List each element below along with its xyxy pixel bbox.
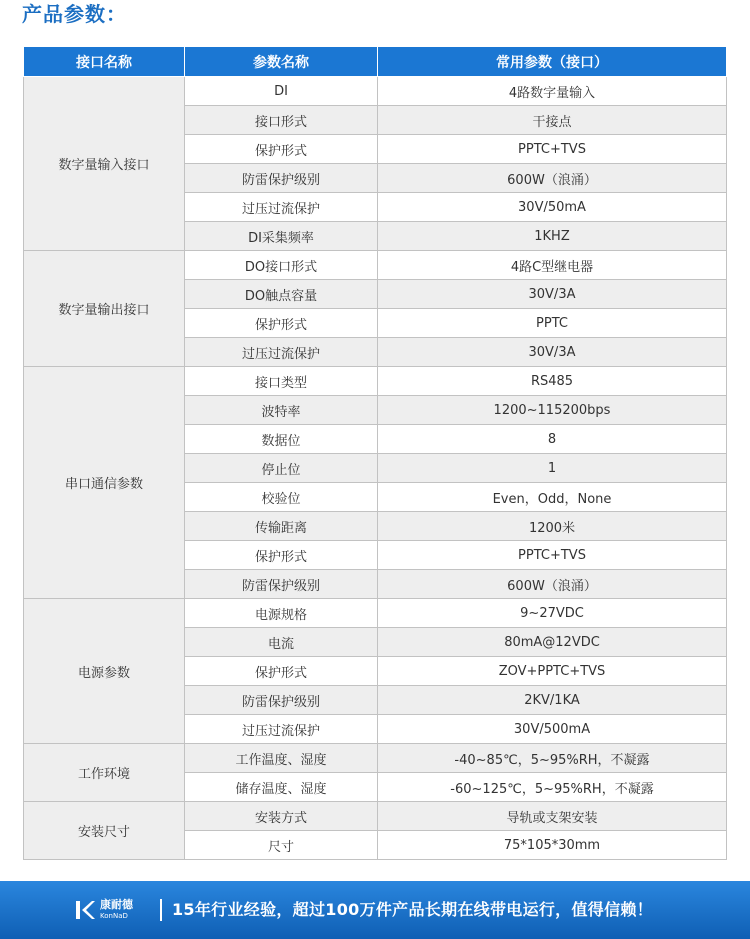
brand-logo-icon	[74, 899, 96, 921]
param-name-cell: DI采集频率	[185, 222, 378, 251]
param-value-cell: 1	[378, 454, 727, 483]
group-name-cell: 安装尺寸	[24, 802, 185, 860]
param-value-cell: 30V/50mA	[378, 193, 727, 222]
param-value-cell: 30V/3A	[378, 338, 727, 367]
footer-divider	[160, 899, 162, 921]
header-common-param: 常用参数（接口）	[378, 47, 727, 77]
param-name-cell: 防雷保护级别	[185, 570, 378, 599]
param-value-cell: 导轨或支架安装	[378, 802, 727, 831]
brand-logo	[74, 898, 154, 924]
param-name-cell: 波特率	[185, 396, 378, 425]
table-row	[24, 77, 727, 106]
table-header-row	[24, 47, 727, 77]
table-row	[24, 802, 727, 831]
param-value-cell: PPTC	[378, 309, 727, 338]
param-name-cell: 电流	[185, 628, 378, 657]
param-value-cell: RS485	[378, 367, 727, 396]
group-name-cell: 工作环境	[24, 744, 185, 802]
param-value-cell: 9~27VDC	[378, 599, 727, 628]
group-name-cell: 数字量输入接口	[24, 77, 185, 251]
param-name-cell: 过压过流保护	[185, 193, 378, 222]
param-name-cell: 接口类型	[185, 367, 378, 396]
brand-name-en: KonNaD	[100, 912, 128, 920]
param-value-cell: ZOV+PPTC+TVS	[378, 657, 727, 686]
group-name-cell: 数字量输出接口	[24, 251, 185, 367]
param-value-cell: Even，Odd，None	[378, 483, 727, 512]
param-value-cell: 30V/500mA	[378, 715, 727, 744]
param-name-cell: 过压过流保护	[185, 715, 378, 744]
param-name-cell: 尺寸	[185, 831, 378, 860]
footer-banner	[0, 881, 750, 939]
param-name-cell: DI	[185, 77, 378, 106]
param-value-cell: 4路C型继电器	[378, 251, 727, 280]
param-name-cell: 过压过流保护	[185, 338, 378, 367]
param-name-cell: 校验位	[185, 483, 378, 512]
param-value-cell: 600W（浪涌）	[378, 164, 727, 193]
param-value-cell: 干接点	[378, 106, 727, 135]
param-value-cell: 75*105*30mm	[378, 831, 727, 860]
param-name-cell: 储存温度、湿度	[185, 773, 378, 802]
param-name-cell: 保护形式	[185, 309, 378, 338]
param-value-cell: 4路数字量输入	[378, 77, 727, 106]
param-value-cell: 1KHZ	[378, 222, 727, 251]
param-name-cell: DO接口形式	[185, 251, 378, 280]
footer-slogan: 15年行业经验，超过100万件产品长期在线带电运行，值得信赖！	[172, 900, 653, 919]
param-value-cell: 1200米	[378, 512, 727, 541]
param-value-cell: 1200~115200bps	[378, 396, 727, 425]
param-value-cell: PPTC+TVS	[378, 541, 727, 570]
param-name-cell: 数据位	[185, 425, 378, 454]
table-body	[24, 77, 727, 860]
param-name-cell: 接口形式	[185, 106, 378, 135]
param-value-cell: -60~125℃，5~95%RH，不凝露	[378, 773, 727, 802]
table-row	[24, 599, 727, 628]
param-name-cell: 保护形式	[185, 135, 378, 164]
param-name-cell: DO触点容量	[185, 280, 378, 309]
spec-table	[23, 46, 727, 860]
param-name-cell: 电源规格	[185, 599, 378, 628]
group-name-cell: 串口通信参数	[24, 367, 185, 599]
param-name-cell: 保护形式	[185, 657, 378, 686]
page-title: 产品参数：	[22, 2, 127, 26]
param-name-cell: 保护形式	[185, 541, 378, 570]
param-name-cell: 安装方式	[185, 802, 378, 831]
param-name-cell: 停止位	[185, 454, 378, 483]
param-name-cell: 工作温度、湿度	[185, 744, 378, 773]
param-value-cell: 8	[378, 425, 727, 454]
param-value-cell: 2KV/1KA	[378, 686, 727, 715]
param-value-cell: 30V/3A	[378, 280, 727, 309]
param-value-cell: 600W（浪涌）	[378, 570, 727, 599]
param-value-cell: PPTC+TVS	[378, 135, 727, 164]
group-name-cell: 电源参数	[24, 599, 185, 744]
header-interface-name: 接口名称	[24, 47, 185, 77]
brand-name-cn: 康耐德	[100, 898, 133, 911]
table-row	[24, 744, 727, 773]
param-value-cell: 80mA@12VDC	[378, 628, 727, 657]
param-name-cell: 防雷保护级别	[185, 164, 378, 193]
header-param-name: 参数名称	[185, 47, 378, 77]
table-row	[24, 367, 727, 396]
table-row	[24, 251, 727, 280]
param-name-cell: 传输距离	[185, 512, 378, 541]
param-value-cell: -40~85℃，5~95%RH，不凝露	[378, 744, 727, 773]
param-name-cell: 防雷保护级别	[185, 686, 378, 715]
